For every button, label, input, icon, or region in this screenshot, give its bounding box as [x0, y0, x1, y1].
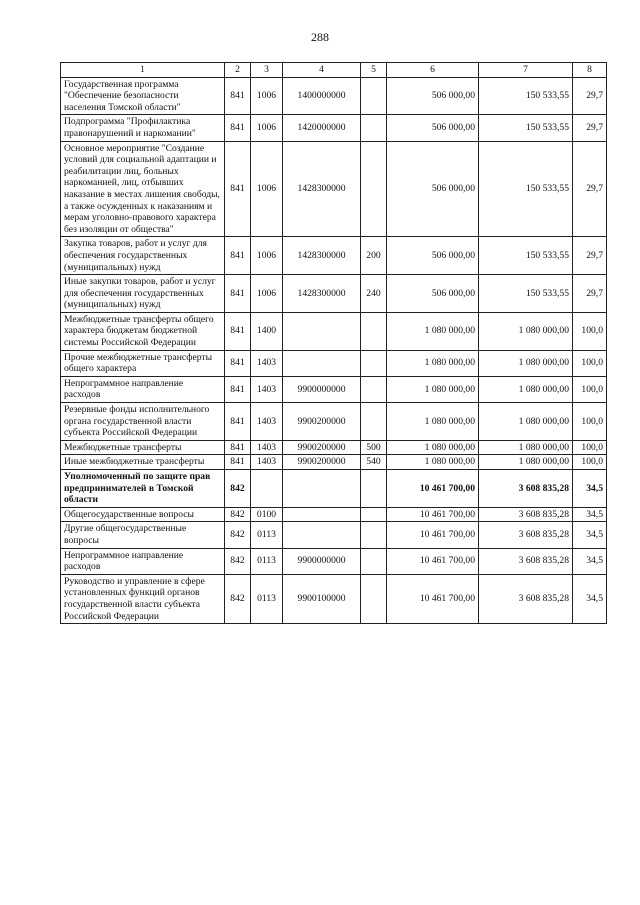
row-section-cell: 1006 [251, 77, 283, 115]
row-type-cell [361, 350, 387, 376]
row-actual-cell: 3 608 835,28 [479, 470, 573, 508]
row-code-cell: 842 [225, 470, 251, 508]
row-percent-cell: 100,0 [573, 350, 607, 376]
row-target-cell: 9900000000 [283, 376, 361, 402]
row-percent-cell: 100,0 [573, 440, 607, 455]
row-plan-cell: 10 461 700,00 [387, 574, 479, 623]
row-code-cell: 841 [225, 455, 251, 470]
row-name-cell: Непрограммное направление расходов [61, 548, 225, 574]
row-name-cell: Иные межбюджетные трансферты [61, 455, 225, 470]
row-percent-cell: 29,7 [573, 77, 607, 115]
row-name-cell: Резервные фонды исполнительного органа государственной власти субъекта Российской Федерации [61, 403, 225, 441]
row-percent-cell: 100,0 [573, 312, 607, 350]
table-row [61, 115, 607, 141]
row-actual-cell: 1 080 000,00 [479, 440, 573, 455]
table-row [61, 275, 607, 313]
row-target-cell: 9900000000 [283, 548, 361, 574]
row-code-cell: 842 [225, 507, 251, 522]
row-name-cell: Закупка товаров, работ и услуг для обеспечения государственных (муниципальных) нужд [61, 237, 225, 275]
row-target-cell: 1428300000 [283, 237, 361, 275]
row-type-cell [361, 574, 387, 623]
row-plan-cell: 506 000,00 [387, 237, 479, 275]
row-target-cell: 1400000000 [283, 77, 361, 115]
row-section-cell: 1403 [251, 440, 283, 455]
page-number: 288 [311, 30, 329, 44]
row-type-cell [361, 403, 387, 441]
row-type-cell [361, 507, 387, 522]
row-type-cell [361, 522, 387, 548]
row-code-cell: 841 [225, 440, 251, 455]
table-row [61, 440, 607, 455]
row-name-cell: Государственная программа "Обеспечение безопасности населения Томской области" [61, 77, 225, 115]
table-row [61, 312, 607, 350]
row-target-cell [283, 507, 361, 522]
row-type-cell [361, 141, 387, 237]
row-section-cell: 1006 [251, 141, 283, 237]
header-cell: 5 [361, 63, 387, 78]
row-name-cell: Непрограммное направление расходов [61, 376, 225, 402]
row-code-cell: 842 [225, 574, 251, 623]
row-code-cell: 841 [225, 141, 251, 237]
row-name-cell: Общегосударственные вопросы [61, 507, 225, 522]
row-code-cell: 841 [225, 115, 251, 141]
header-cell: 4 [283, 63, 361, 78]
row-section-cell: 1400 [251, 312, 283, 350]
row-percent-cell: 29,7 [573, 141, 607, 237]
row-code-cell: 842 [225, 548, 251, 574]
table-row [61, 237, 607, 275]
row-percent-cell: 34,5 [573, 507, 607, 522]
row-target-cell [283, 312, 361, 350]
row-code-cell: 841 [225, 237, 251, 275]
row-name-cell: Руководство и управление в сфере установленных функций органов государственной власти субъекта Российской Федерации [61, 574, 225, 623]
table-row [61, 470, 607, 508]
row-actual-cell: 3 608 835,28 [479, 574, 573, 623]
row-actual-cell: 150 533,55 [479, 141, 573, 237]
row-target-cell: 9900200000 [283, 455, 361, 470]
row-type-cell: 540 [361, 455, 387, 470]
row-plan-cell: 10 461 700,00 [387, 470, 479, 508]
row-type-cell [361, 470, 387, 508]
header-cell: 6 [387, 63, 479, 78]
row-target-cell [283, 350, 361, 376]
row-actual-cell: 150 533,55 [479, 237, 573, 275]
row-name-cell: Основное мероприятие "Создание условий для социальной адаптации и реабилитации лиц, больных наркоманией, лиц, отбывших наказание в местах лишения свободы, а также осужденных к наказаниям и мерам уголовно-правового характера без изоляции от общества" [61, 141, 225, 237]
row-actual-cell: 150 533,55 [479, 115, 573, 141]
header-row [61, 63, 607, 78]
table-row [61, 77, 607, 115]
row-plan-cell: 1 080 000,00 [387, 403, 479, 441]
row-type-cell [361, 115, 387, 141]
row-actual-cell: 1 080 000,00 [479, 312, 573, 350]
row-section-cell: 1403 [251, 376, 283, 402]
row-plan-cell: 1 080 000,00 [387, 440, 479, 455]
row-code-cell: 841 [225, 350, 251, 376]
row-name-cell: Межбюджетные трансферты общего характера бюджетам бюджетной системы Российской Федерации [61, 312, 225, 350]
row-plan-cell: 1 080 000,00 [387, 350, 479, 376]
budget-table [60, 62, 607, 624]
row-percent-cell: 100,0 [573, 376, 607, 402]
row-percent-cell: 34,5 [573, 548, 607, 574]
table-row [61, 141, 607, 237]
row-plan-cell: 1 080 000,00 [387, 455, 479, 470]
row-target-cell: 1428300000 [283, 275, 361, 313]
row-percent-cell: 34,5 [573, 470, 607, 508]
row-section-cell [251, 470, 283, 508]
row-actual-cell: 1 080 000,00 [479, 350, 573, 376]
table-row [61, 522, 607, 548]
table-row [61, 574, 607, 623]
row-plan-cell: 506 000,00 [387, 141, 479, 237]
row-code-cell: 841 [225, 275, 251, 313]
table-row [61, 507, 607, 522]
row-code-cell: 841 [225, 77, 251, 115]
row-actual-cell: 1 080 000,00 [479, 403, 573, 441]
row-target-cell: 9900200000 [283, 403, 361, 441]
row-target-cell: 9900200000 [283, 440, 361, 455]
row-actual-cell: 1 080 000,00 [479, 455, 573, 470]
row-name-cell: Другие общегосударственные вопросы [61, 522, 225, 548]
row-code-cell: 841 [225, 376, 251, 402]
row-plan-cell: 10 461 700,00 [387, 522, 479, 548]
row-section-cell: 1006 [251, 115, 283, 141]
row-name-cell: Иные закупки товаров, работ и услуг для обеспечения государственных (муниципальных) нужд [61, 275, 225, 313]
row-plan-cell: 10 461 700,00 [387, 548, 479, 574]
row-actual-cell: 3 608 835,28 [479, 522, 573, 548]
row-name-cell: Межбюджетные трансферты [61, 440, 225, 455]
row-section-cell: 1006 [251, 237, 283, 275]
row-plan-cell: 506 000,00 [387, 115, 479, 141]
row-percent-cell: 29,7 [573, 115, 607, 141]
row-type-cell [361, 376, 387, 402]
row-target-cell: 1420000000 [283, 115, 361, 141]
table-row [61, 376, 607, 402]
row-section-cell: 1403 [251, 403, 283, 441]
row-type-cell: 500 [361, 440, 387, 455]
row-code-cell: 841 [225, 312, 251, 350]
header-cell: 2 [225, 63, 251, 78]
row-section-cell: 1006 [251, 275, 283, 313]
row-percent-cell: 34,5 [573, 522, 607, 548]
row-plan-cell: 506 000,00 [387, 275, 479, 313]
header-cell: 8 [573, 63, 607, 78]
row-target-cell: 1428300000 [283, 141, 361, 237]
row-percent-cell: 100,0 [573, 455, 607, 470]
row-actual-cell: 150 533,55 [479, 77, 573, 115]
row-type-cell: 240 [361, 275, 387, 313]
row-code-cell: 842 [225, 522, 251, 548]
row-actual-cell: 3 608 835,28 [479, 548, 573, 574]
row-section-cell: 0113 [251, 522, 283, 548]
row-name-cell: Уполномоченный по защите прав предпринимателей в Томской области [61, 470, 225, 508]
row-percent-cell: 29,7 [573, 237, 607, 275]
row-percent-cell: 34,5 [573, 574, 607, 623]
table-row [61, 455, 607, 470]
row-type-cell [361, 77, 387, 115]
row-actual-cell: 3 608 835,28 [479, 507, 573, 522]
table-row [61, 548, 607, 574]
table-row [61, 403, 607, 441]
header-cell: 3 [251, 63, 283, 78]
row-actual-cell: 1 080 000,00 [479, 376, 573, 402]
row-plan-cell: 506 000,00 [387, 77, 479, 115]
row-section-cell: 0113 [251, 574, 283, 623]
row-name-cell: Прочие межбюджетные трансферты общего характера [61, 350, 225, 376]
row-section-cell: 1403 [251, 455, 283, 470]
row-plan-cell: 10 461 700,00 [387, 507, 479, 522]
row-name-cell: Подпрограмма "Профилактика правонарушений и наркомании" [61, 115, 225, 141]
row-percent-cell: 29,7 [573, 275, 607, 313]
header-cell: 7 [479, 63, 573, 78]
row-type-cell [361, 548, 387, 574]
row-section-cell: 1403 [251, 350, 283, 376]
row-type-cell [361, 312, 387, 350]
row-actual-cell: 150 533,55 [479, 275, 573, 313]
row-target-cell [283, 470, 361, 508]
row-section-cell: 0113 [251, 548, 283, 574]
row-target-cell: 9900100000 [283, 574, 361, 623]
row-type-cell: 200 [361, 237, 387, 275]
table-row [61, 350, 607, 376]
row-percent-cell: 100,0 [573, 403, 607, 441]
row-target-cell [283, 522, 361, 548]
row-code-cell: 841 [225, 403, 251, 441]
header-cell: 1 [61, 63, 225, 78]
row-section-cell: 0100 [251, 507, 283, 522]
row-plan-cell: 1 080 000,00 [387, 376, 479, 402]
row-plan-cell: 1 080 000,00 [387, 312, 479, 350]
